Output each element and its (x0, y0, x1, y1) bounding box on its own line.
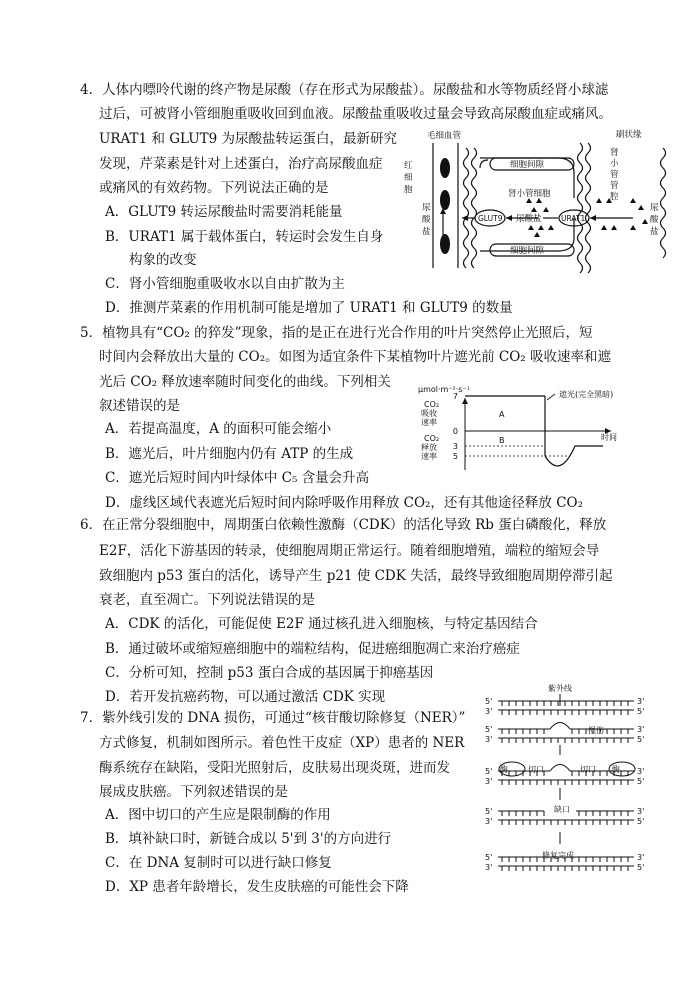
ylabel-top-2: 吸收 (421, 409, 437, 418)
q4-option-c: C．肾小管细胞重吸收水以自由扩散为主 (105, 276, 345, 292)
q5-option-a: A．若提高温度，A 的面积可能会缩小 (105, 421, 332, 437)
label-urate-mid: 尿酸盐 (516, 214, 542, 224)
ner-repair-diagram (484, 680, 654, 890)
q7-line-4: 展成皮肤癌。下列叙述错误的是 (99, 784, 288, 800)
end-5-top-4: 5' (485, 807, 493, 816)
end-3-bottom-3: 3' (485, 777, 493, 786)
end-5-bottom-5: 5' (637, 863, 645, 872)
kidney-tubule-diagram (398, 128, 683, 273)
ylabel-bottom-1: CO₂ (424, 434, 440, 443)
q6-option-d: D．若开发抗癌药物，可以通过激活 CDK 实现 (105, 689, 386, 705)
area-label-a: A (499, 410, 505, 419)
end-3-bottom-1: 3' (485, 707, 493, 716)
q7-line-1: 7．紫外线引发的 DNA 损伤，可通过“核苷酸切除修复（NER）” (80, 710, 466, 726)
damage-bulge-2 (550, 723, 570, 730)
q5-option-b: B．遮光后，叶片细胞内仍有 ATP 的生成 (105, 446, 354, 462)
label-urat1: URAT1 (561, 214, 586, 223)
label-capillary: 毛细血管 (427, 131, 462, 141)
q4-option-d: D．推测芹菜素的作用机制可能是增加了 URAT1 和 GLUT9 的数量 (105, 300, 513, 316)
ytick-zero: 0 (452, 427, 458, 436)
q7-option-a: A．图中切口的产生应是限制酶的作用 (105, 807, 331, 823)
label-gap: 缺口 (554, 805, 570, 814)
q4-line-5: 或痛风的有效药物。下列说法正确的是 (99, 180, 329, 196)
q5-line-1: 5．植物具有“CO₂ 的猝发”现象，指的是正在进行光合作用的叶片突然停止光照后，短 (80, 325, 593, 341)
label-uv: 紫外线 (548, 684, 572, 693)
label-urate-right-3: 盐 (650, 227, 659, 237)
chart-marks (453, 392, 611, 470)
end-5-top-2: 5' (485, 725, 493, 734)
q5-line-3: 光后 CO₂ 释放速率随时间变化的曲线。下列相关 (99, 374, 391, 390)
q6-line-1: 6．在正常分裂细胞中，周期蛋白依赖性激酶（CDK）的活化导致 Rb 蛋白磷酸化，释放 (80, 517, 607, 533)
chart-units: μmol·m⁻²·s⁻¹ (418, 385, 470, 394)
end-3-top-5: 3' (637, 853, 645, 862)
label-intercell-bottom: 细胞间隙 (510, 246, 545, 256)
end-3-top-2: 3' (637, 725, 645, 734)
label-urate-right-2: 酸 (650, 215, 659, 225)
end-3-top-4: 3' (637, 807, 645, 816)
ylabel-top-3: 速率 (421, 418, 437, 427)
q6-line-4: 衰老，直至凋亡。下列说法错误的是 (99, 592, 315, 608)
label-rbc-2: 细 (404, 173, 413, 183)
ylabel-top-1: CO₂ (424, 400, 440, 409)
q5-option-c: C．遮光后短时间内叶绿体中 C₅ 含量会升高 (105, 470, 370, 486)
label-rbc-3: 胞 (404, 185, 413, 195)
label-tubule-cell: 肾小管细胞 (508, 189, 551, 199)
end-5-bottom-1: 5' (637, 707, 645, 716)
area-label-b: B (499, 436, 505, 445)
ytick-release-peak: 5 (452, 452, 458, 461)
q4-option-b-cont: 构象的改变 (129, 252, 197, 268)
end-5-top-1: 5' (485, 697, 493, 706)
label-enzyme-right: 酶 (612, 765, 620, 774)
label-nick-right: 切口 (580, 765, 596, 774)
label-lumen-5: 腔 (610, 192, 619, 202)
q5-line-4: 叙述错误的是 (99, 398, 180, 414)
end-5-bottom-3: 5' (637, 777, 645, 786)
q6-option-b: B．通过破坏或缩短癌细胞中的端粒结构，促进癌细胞凋亡来治疗癌症 (105, 641, 520, 657)
q6-option-c: C．分析可知，控制 p53 蛋白合成的基因属于抑癌基因 (105, 665, 434, 681)
end-3-bottom-5: 3' (485, 863, 493, 872)
q7-option-d: D．XP 患者年龄增长，发生皮肤癌的可能性会下降 (105, 879, 409, 895)
label-rbc-1: 红 (404, 161, 413, 171)
q7-line-2: 方式修复，机制如图所示。着色性干皮症（XP）患者的 NER (99, 735, 465, 751)
label-urate-left-3: 盐 (422, 227, 431, 237)
q4-option-a: A．GLUT9 转运尿酸盐时需要消耗能量 (105, 204, 343, 220)
q4-line-1: 4．人体内嘌呤代谢的终产物是尿酸（存在形式为尿酸盐）。尿酸盐和水等物质经肾小球滤 (80, 82, 609, 98)
end-3-top-1: 3' (637, 697, 645, 706)
ylabel-bottom-3: 速率 (421, 452, 437, 461)
annotation-pointer (547, 394, 555, 400)
q6-line-3: 致细胞内 p53 蛋白的活化，诱导产生 p21 使 CDK 失活，最终导致细胞周期停滞引起 (99, 568, 613, 584)
ytick-absorption: 7 (452, 392, 458, 401)
q5-line-2: 时间内会释放出大量的 CO₂。如图为适宜条件下某植物叶片遮光前 CO₂ 吸收速率和遮 (99, 349, 611, 365)
label-brush-border: 刷状缘 (616, 130, 642, 140)
chart-annotation: 遮光(完全黑暗) (559, 390, 614, 399)
q7-line-3: 酶系统存在缺陷，受阳光照射后，皮肤易出现炎斑，进而发 (99, 760, 450, 776)
label-lumen-1: 肾 (610, 148, 619, 158)
end-5-bottom-2: 5' (637, 735, 645, 744)
q7-option-b: B．填补缺口时，新链合成以 5'到 3'的方向进行 (105, 831, 392, 847)
end-3-bottom-4: 3' (485, 817, 493, 826)
label-lumen-3: 管 (610, 170, 619, 180)
label-urate-left-2: 酸 (422, 215, 431, 225)
end-5-top-5: 5' (485, 853, 493, 862)
label-glut9: GLUT9 (478, 214, 503, 223)
label-lumen-2: 小 (610, 159, 619, 169)
label-done: 修复完成 (542, 851, 574, 860)
end-5-top-3: 5' (485, 767, 493, 776)
end-3-bottom-2: 3' (485, 735, 493, 744)
label-enzyme-left: 酶 (500, 765, 508, 774)
q6-option-a: A．CDK 的活化，可能促使 E2F 通过核孔进入细胞核，与特定基因结合 (105, 616, 538, 632)
ytick-release-steady: 3 (452, 442, 458, 451)
label-damage: 损伤 (588, 726, 604, 735)
label-nick-left: 切口 (528, 765, 544, 774)
dna-strands (498, 701, 634, 871)
end-3-top-3: 3' (637, 767, 645, 776)
q4-line-3: URAT1 和 GLUT9 为尿酸盐转运蛋白，最新研究 (99, 131, 398, 147)
label-urate-left-1: 尿 (422, 203, 431, 213)
label-lumen-4: 管 (610, 181, 619, 191)
q7-option-c: C．在 DNA 复制时可以进行缺口修复 (105, 855, 332, 871)
q4-line-4: 发现，芹菜素是针对上述蛋白，治疗高尿酸血症 (99, 156, 383, 172)
q4-line-2: 过后，可被肾小管细胞重吸收回到血液。尿酸盐重吸收过量会导致高尿酸血症或痛风。 (99, 106, 612, 122)
q4-option-b: B．URAT1 属于载体蛋白，转运时会发生自身 (105, 229, 384, 245)
xlabel: 时间 (601, 433, 617, 442)
damage-bulge-3 (550, 765, 570, 772)
q6-line-2: E2F，活化下游基因的转录，使细胞周期正常运行。随着细胞增殖，端粒的缩短会导 (99, 543, 600, 559)
co2-rate-chart (415, 382, 683, 474)
end-5-bottom-4: 5' (637, 817, 645, 826)
ylabel-bottom-2: 释放 (421, 443, 437, 452)
y-axis-arrow (462, 398, 468, 404)
label-intercell-top: 细胞间隙 (510, 160, 545, 170)
label-urate-right-1: 尿 (650, 203, 659, 213)
q5-option-d: D．虚线区域代表遮光后短时间内除呼吸作用释放 CO₂，还有其他途径释放 CO₂ (105, 495, 584, 511)
